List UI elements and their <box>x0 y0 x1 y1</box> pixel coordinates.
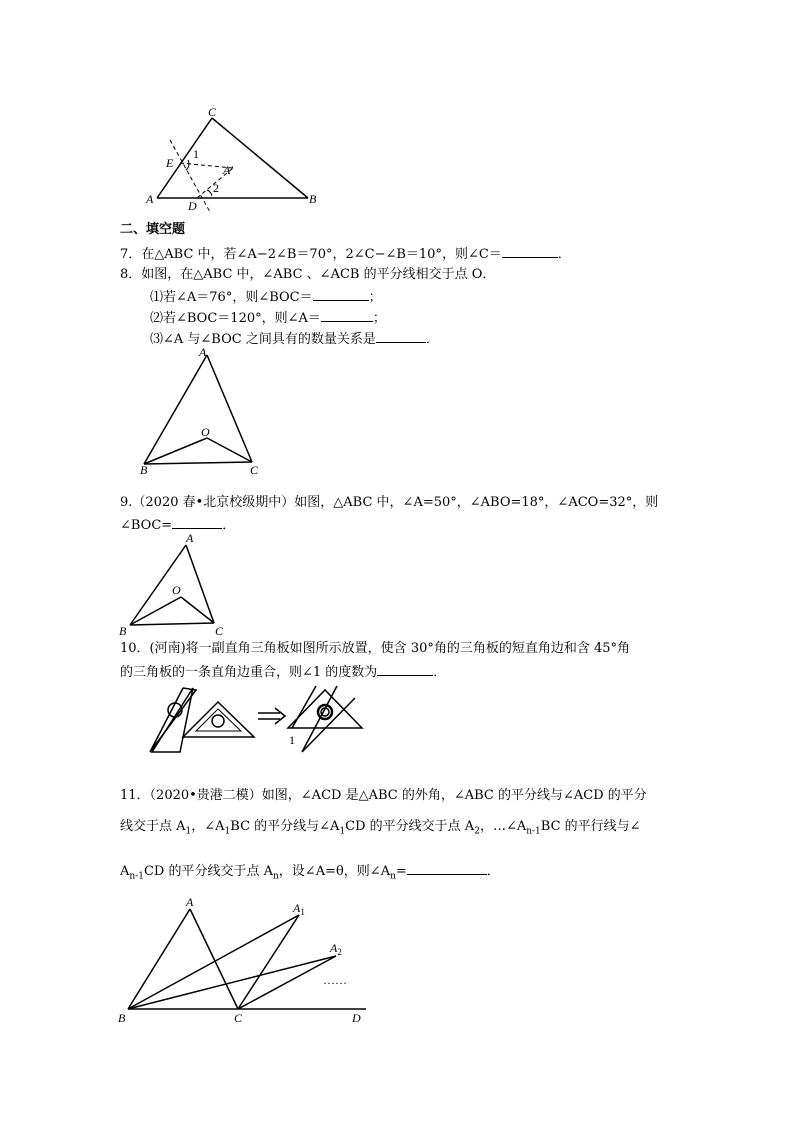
label-C: C <box>208 105 217 119</box>
label-E: E <box>166 156 174 170</box>
label-1: 1 <box>193 147 199 161</box>
q11-label-A: A <box>186 895 194 909</box>
q11-b-a2 <box>128 956 336 1009</box>
question-9-line-1: 9.（2020 春•北京校级期中）如图，△ABC 中，∠A=50°，∠ABO=18°，∠ACO=32°，则 <box>120 495 659 510</box>
q8-part-3: ⑶∠A 与∠BOC 之间具有的数量关系是 ． <box>150 332 439 347</box>
question-8: 8．如图，在△ABC 中，∠ABC 、∠ACB 的平分线相交于点 O． <box>120 267 496 282</box>
label-2: 2 <box>213 181 219 195</box>
label-A: A <box>146 192 154 206</box>
q11-label-A2: $A_2$ <box>330 941 342 957</box>
q8-label-A: A <box>199 345 207 359</box>
q9-label-A: A <box>186 531 194 545</box>
section-title: 二、填空题 <box>120 222 186 237</box>
q7-text: 7．在△ABC 中，若∠A−2∠B＝70°，2∠C−∠B＝10°，则∠C＝ <box>120 247 502 262</box>
q11-label-dots: …… <box>323 973 347 987</box>
question-11-line-1: 11．（2020•贵港二模）如图，∠ACD 是△ABC 的外角，∠ABC 的平分线与∠ACD 的平分 <box>120 788 647 803</box>
q8-label-O: O <box>201 425 210 439</box>
q11-label-C: C <box>234 1011 243 1025</box>
q11-label-D: D <box>352 1011 361 1025</box>
question-10-line-2: 的三角板的一条直角边重合，则∠1 的度数为 ． <box>120 665 447 680</box>
q11-label-A1: $A_1$ <box>293 901 305 917</box>
question-7: 7．在△ABC 中，若∠A−2∠B＝70°，2∠C−∠B＝10°，则∠C＝ ． <box>120 247 571 262</box>
q11-label-B: B <box>118 1011 126 1025</box>
question-11-line-2: 线交于点 $A_1$，$\angle A_1BC$ 的平分线与$\angle A_1CD$ 的平分线交于点 $A_2$，$\dots\angle A_{n-1}BC$ 的平行线与∠ <box>120 819 641 837</box>
q8-label-B: B <box>140 463 148 477</box>
question-9-line-2: ∠BOC= ． <box>120 518 236 533</box>
question-11-line-3: $A_{n-1}CD$ 的平分线交于点 $A_n$，设∠A=θ，则$\angle A_n=$ ． <box>120 864 500 882</box>
q11-side-ac <box>190 909 238 1009</box>
question-10-line-1: 10．(河南)将一副直角三角板如图所示放置，使含 30°角的三角板的短直角边和含 45°角 <box>120 641 631 656</box>
q11-c-a1 <box>238 915 299 1009</box>
q8-label-C: C <box>250 463 259 477</box>
q9-label-C: C <box>215 624 224 638</box>
q11-b-a1 <box>128 915 299 1009</box>
q11-side-ba <box>128 909 190 1009</box>
q9-label-O: O <box>172 583 181 597</box>
label-D: D <box>188 199 197 213</box>
label-A-prime: A′ <box>223 163 233 177</box>
q8-part-2: ⑵若∠BOC＝120°，则∠A＝ ； <box>150 311 386 326</box>
q11-c-a2 <box>238 956 336 1009</box>
q8-part-1: ⑴若∠A＝76°，则∠BOC＝ ； <box>150 290 382 305</box>
q10-label-1: 1 <box>289 733 295 747</box>
q9-label-B: B <box>119 624 127 638</box>
label-B: B <box>309 192 317 206</box>
